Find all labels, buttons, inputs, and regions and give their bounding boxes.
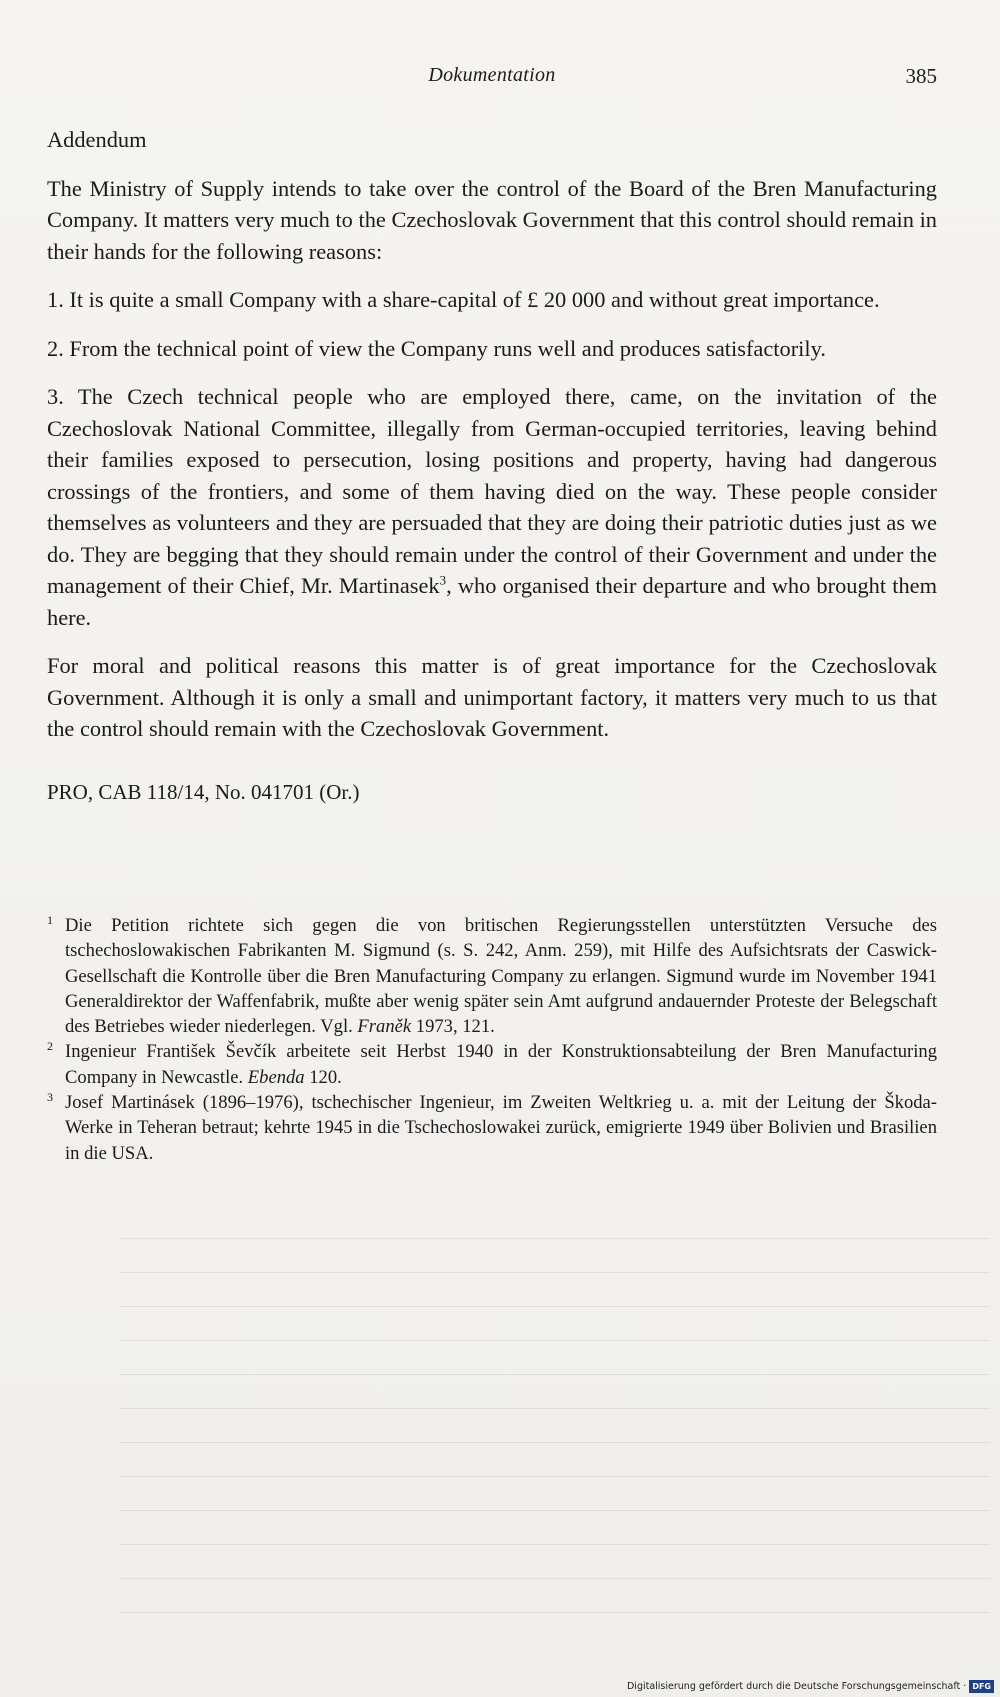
footnote-citation: Ebenda: [247, 1066, 305, 1088]
footnote-text: [65, 1092, 937, 1164]
addendum-heading: Addendum: [47, 127, 147, 152]
footnote-number: 2: [47, 1039, 53, 1054]
reason-3-text: 3. The Czech technical people who are employed there, came, on the invitation of the Czechoslovak National Committee, illegally from German-occupied territories, leaving behind their families exposed to persecution, losing positions and property, having had dangerous crossings of the frontiers, and some of them having died on the way. These people consider themselves as volunteers and they are persuaded that they are doing their patriotic duties just as we do. They are begging that they should remain under the control of their Government and under the management of their Chief, Mr. Martinasek: [47, 384, 937, 598]
footnote-tail: 120.: [304, 1066, 342, 1088]
footnote: [47, 1090, 937, 1166]
reason-1: 1. It is quite a small Company with a share-capital of £ 20 000 and without great importance.: [47, 287, 880, 312]
running-head: [47, 64, 937, 94]
footnote-body: Die Petition richtete sich gegen die von britischen Regierungsstellen unterstützten Versuche des tschechoslowakischen Fabrikanten M. Sigmund (s. S. 242, Anm. 259), mit Hilfe des Aufsichtsrats der Caswick-Gesellschaft die Kontrolle über die Bren Manufacturing Company zu erlangen. Sigmund wurde im November 1941 Generaldirektor der Waffenfabrik, mußte aber wenig später sein Amt aufgrund andauernder Proteste der Belegschaft des Betriebes wieder niederlegen. Vgl.: [65, 915, 937, 1038]
footnote-citation: Franěk: [357, 1016, 412, 1038]
footnote: [47, 913, 937, 1039]
footnotes: [47, 913, 937, 1166]
page-number: 385: [905, 64, 937, 88]
digitization-credit: [627, 1680, 994, 1693]
intro-paragraph: The Ministry of Supply intends to take over the control of the Board of the Bren Manufacturing Company. It matters very much to the Czechoslovak Government that this control should remain in their hands for the following reasons:: [47, 175, 937, 264]
reason-3: [47, 381, 937, 633]
reason-2: 2. From the technical point of view the Company runs well and produces satisfactorily.: [47, 335, 826, 361]
footnote-text: [65, 1041, 937, 1087]
footnote-tail: 1973, 121.: [411, 1016, 495, 1038]
footnote-text: [65, 915, 937, 1037]
running-title: Dokumentation: [428, 64, 556, 86]
conclusion-paragraph: For moral and political reasons this matter is of great importance for the Czechoslovak Government. Although it is only a small and unimportant factory, it matters very much to us that the control should remain with the Czechoslovak Government.: [47, 653, 937, 741]
footnote-body: Josef Martinásek (1896–1976), tschechischer Ingenieur, im Zweiten Weltkrieg u. a. mit der Leitung der Škoda-Werke in Teheran betraut; kehrte 1945 in die Tschechoslowakei zurück, emigrierte 1949 über Bolivien und Brasilien in die USA.: [65, 1092, 937, 1164]
footnote-number: 3: [47, 1090, 53, 1105]
reason-3-tail: , who organised their departure and who brought them here.: [47, 573, 937, 630]
dfg-logo-icon: DFG: [969, 1680, 994, 1693]
body-text: [47, 124, 937, 808]
footnote-ref-3: 3: [439, 572, 447, 588]
footnote: [47, 1039, 937, 1090]
credit-text: Digitalisierung gefördert durch die Deutsche Forschungsgemeinschaft ·: [626, 1681, 967, 1692]
footnote-number: 1: [47, 913, 53, 927]
archive-source: PRO, CAB 118/14, No. 041701 (Or.): [47, 779, 360, 804]
footnote-body: Ingenieur František Ševčík arbeitete seit Herbst 1940 in der Konstruktionsabteilung der Bren Manufacturing Company in Newcastle.: [65, 1041, 937, 1088]
bleed-through-texture: [120, 1238, 990, 1658]
